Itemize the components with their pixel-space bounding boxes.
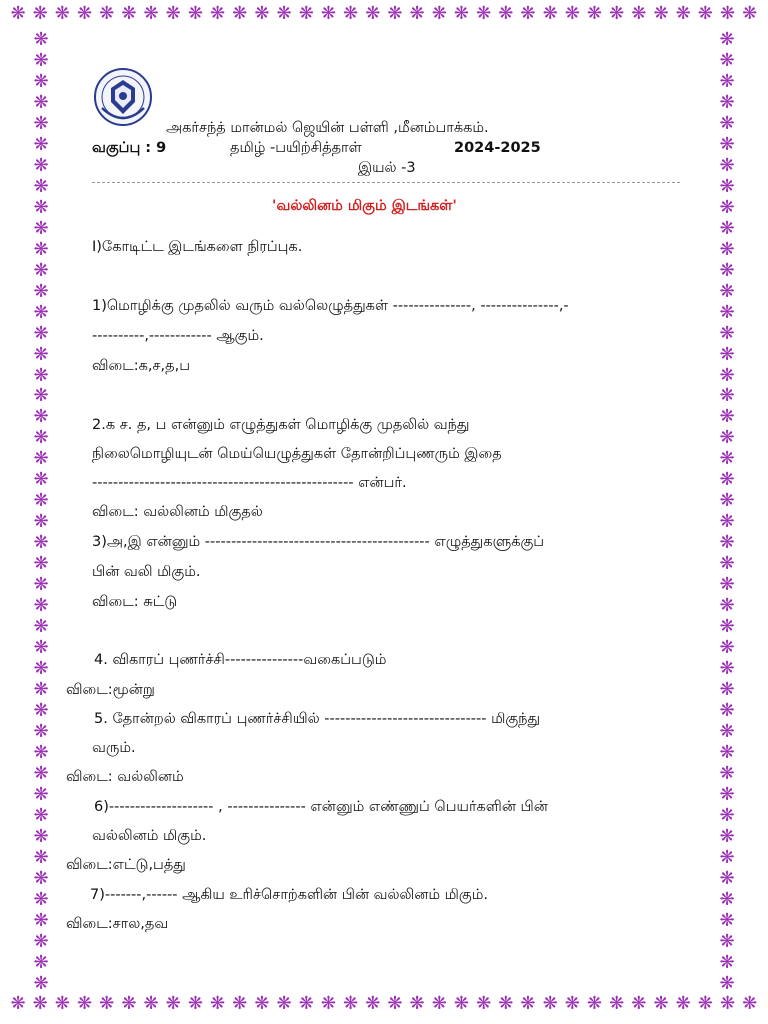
border-star-icon: ❋ — [719, 658, 735, 680]
answer-5: விடை: வல்லினம் — [66, 769, 184, 785]
border-star-icon: ❋ — [719, 720, 735, 742]
border-star-icon: ❋ — [719, 741, 735, 763]
border-star-icon: ❋ — [33, 888, 49, 910]
border-star-icon: ❋ — [719, 301, 735, 323]
border-star-icon: ❋ — [719, 994, 736, 1014]
border-star-icon: ❋ — [719, 595, 735, 617]
border-star-icon: ❋ — [719, 238, 735, 260]
border-star-icon: ❋ — [276, 4, 292, 24]
border-star-icon: ❋ — [719, 112, 735, 134]
border-star-icon: ❋ — [143, 994, 159, 1014]
border-star-icon: ❋ — [719, 91, 735, 113]
border-left — [26, 30, 56, 994]
border-star-icon: ❋ — [719, 972, 735, 994]
border-star-icon: ❋ — [33, 70, 49, 92]
border-star-icon: ❋ — [33, 343, 49, 365]
border-star-icon: ❋ — [33, 867, 49, 889]
border-star-icon: ❋ — [564, 994, 580, 1014]
border-star-icon: ❋ — [298, 994, 314, 1014]
border-star-icon: ❋ — [476, 994, 492, 1014]
unit-label: இயல் -3 — [358, 160, 416, 176]
border-star-icon: ❋ — [99, 4, 115, 24]
question-4-line-1: 4. விகாரப் புணர்ச்சி---------------வகைப்படும் — [94, 652, 387, 668]
border-star-icon: ❋ — [498, 994, 514, 1014]
border-star-icon: ❋ — [719, 679, 735, 701]
border-star-icon: ❋ — [719, 700, 735, 721]
border-star-icon: ❋ — [343, 994, 359, 1014]
border-star-icon: ❋ — [99, 994, 115, 1014]
question-1-line-2: ----------,------------ ஆகும். — [92, 328, 264, 344]
answer-2: விடை: வல்லினம் மிகுதல் — [92, 504, 263, 520]
border-star-icon: ❋ — [719, 406, 735, 428]
border-star-icon: ❋ — [33, 700, 49, 721]
question-5-line-2: வரும். — [92, 740, 136, 756]
border-star-icon: ❋ — [719, 846, 735, 868]
border-bottom — [0, 994, 768, 1020]
border-star-icon: ❋ — [33, 322, 49, 344]
border-star-icon: ❋ — [719, 364, 735, 386]
border-star-icon: ❋ — [719, 217, 735, 239]
border-star-icon: ❋ — [431, 4, 447, 24]
border-star-icon: ❋ — [33, 511, 49, 533]
border-star-icon: ❋ — [697, 4, 713, 24]
border-star-icon: ❋ — [33, 133, 49, 155]
border-star-icon: ❋ — [33, 91, 49, 113]
border-star-icon: ❋ — [609, 994, 625, 1014]
border-star-icon: ❋ — [33, 741, 49, 763]
border-star-icon: ❋ — [719, 385, 735, 407]
question-2-line-3: -------------------------------------------------- என்பர். — [92, 475, 407, 491]
border-star-icon: ❋ — [54, 4, 70, 24]
border-star-icon: ❋ — [409, 4, 425, 24]
border-star-icon: ❋ — [33, 658, 49, 680]
question-6-line-1: 6)-------------------- , --------------- என்னும் எண்ணுப் பெயர்களின் பின் — [94, 799, 548, 815]
border-star-icon: ❋ — [343, 4, 359, 24]
border-star-icon: ❋ — [653, 994, 669, 1014]
border-right — [712, 30, 742, 994]
border-star-icon: ❋ — [33, 720, 49, 742]
border-star-icon: ❋ — [33, 469, 49, 491]
question-1-line-1: 1)மொழிக்கு முதலில் வரும் வல்லெழுத்துகள் ---------------, ---------------,- — [92, 298, 569, 314]
border-star-icon: ❋ — [33, 532, 49, 554]
border-star-icon: ❋ — [365, 4, 381, 24]
border-star-icon: ❋ — [33, 385, 49, 407]
border-star-icon: ❋ — [586, 4, 603, 24]
border-star-icon: ❋ — [254, 4, 270, 24]
border-star-icon: ❋ — [121, 994, 137, 1014]
border-star-icon: ❋ — [33, 448, 49, 470]
border-star-icon: ❋ — [33, 175, 49, 197]
border-star-icon: ❋ — [498, 4, 514, 24]
border-star-icon: ❋ — [143, 4, 159, 24]
border-star-icon: ❋ — [742, 994, 758, 1014]
question-7-line-1: 7)-------,------ ஆகிய உரிச்சொற்களின் பின் வல்லினம் மிகும். — [90, 887, 488, 903]
border-star-icon: ❋ — [719, 762, 735, 784]
border-star-icon: ❋ — [33, 637, 49, 659]
question-3-line-2: பின் வலி மிகும். — [92, 564, 201, 580]
border-star-icon: ❋ — [187, 994, 203, 1014]
border-star-icon: ❋ — [187, 4, 203, 24]
border-star-icon: ❋ — [719, 783, 735, 805]
border-star-icon: ❋ — [76, 994, 93, 1014]
border-star-icon: ❋ — [653, 4, 669, 24]
border-star-icon: ❋ — [33, 406, 49, 428]
border-star-icon: ❋ — [719, 888, 735, 910]
border-star-icon: ❋ — [210, 4, 226, 24]
answer-6: விடை:எட்டு,பத்து — [66, 857, 186, 873]
border-top — [0, 4, 768, 30]
border-star-icon: ❋ — [165, 4, 181, 24]
answer-4: விடை:மூன்று — [66, 682, 155, 698]
border-star-icon: ❋ — [33, 930, 49, 952]
border-star-icon: ❋ — [719, 343, 735, 365]
academic-year: 2024-2025 — [454, 140, 541, 156]
border-star-icon: ❋ — [10, 4, 26, 24]
border-star-icon: ❋ — [631, 4, 647, 24]
border-star-icon: ❋ — [33, 217, 49, 239]
border-star-icon: ❋ — [719, 49, 735, 71]
border-star-icon: ❋ — [33, 427, 49, 449]
border-star-icon: ❋ — [298, 4, 314, 24]
answer-3: விடை: சுட்டு — [92, 594, 178, 610]
question-2-line-1: 2.க ச. த, ப என்னும் எழுத்துகள் மொழிக்கு முதலில் வந்து — [92, 417, 470, 433]
border-star-icon: ❋ — [719, 448, 735, 470]
border-star-icon: ❋ — [719, 259, 735, 281]
border-star-icon: ❋ — [476, 4, 492, 24]
border-star-icon: ❋ — [520, 994, 536, 1014]
border-star-icon: ❋ — [453, 4, 469, 24]
border-star-icon: ❋ — [210, 994, 226, 1014]
border-star-icon: ❋ — [542, 4, 558, 24]
border-star-icon: ❋ — [719, 70, 735, 92]
border-star-icon: ❋ — [33, 259, 49, 281]
border-star-icon: ❋ — [33, 30, 49, 50]
border-star-icon: ❋ — [453, 994, 469, 1014]
border-star-icon: ❋ — [33, 364, 49, 386]
border-star-icon: ❋ — [431, 994, 447, 1014]
border-star-icon: ❋ — [719, 825, 735, 847]
border-star-icon: ❋ — [697, 994, 713, 1014]
border-star-icon: ❋ — [631, 994, 647, 1014]
border-star-icon: ❋ — [33, 909, 49, 931]
border-star-icon: ❋ — [232, 994, 248, 1014]
border-star-icon: ❋ — [33, 574, 49, 596]
border-star-icon: ❋ — [719, 30, 735, 50]
border-star-icon: ❋ — [33, 616, 49, 638]
border-star-icon: ❋ — [33, 196, 49, 218]
border-star-icon: ❋ — [742, 4, 758, 24]
border-star-icon: ❋ — [10, 994, 26, 1014]
border-star-icon: ❋ — [719, 427, 735, 449]
border-star-icon: ❋ — [76, 4, 93, 24]
border-star-icon: ❋ — [719, 553, 735, 575]
border-star-icon: ❋ — [33, 280, 49, 302]
border-star-icon: ❋ — [320, 4, 336, 24]
border-star-icon: ❋ — [121, 4, 137, 24]
border-star-icon: ❋ — [32, 4, 48, 24]
border-star-icon: ❋ — [33, 595, 49, 617]
question-5-line-1: 5. தோன்றல் விகாரப் புணர்ச்சியில் ------------------------------- மிகுந்து — [94, 711, 541, 727]
border-star-icon: ❋ — [33, 112, 49, 134]
border-star-icon: ❋ — [719, 909, 735, 931]
question-3-line-1: 3)அ,இ என்னும் ------------------------------------------- எழுத்துகளுக்குப் — [92, 534, 545, 550]
border-star-icon: ❋ — [33, 972, 49, 994]
border-star-icon: ❋ — [165, 994, 181, 1014]
border-star-icon: ❋ — [719, 574, 735, 596]
answer-7: விடை:சால,தவ — [66, 916, 169, 932]
border-star-icon: ❋ — [719, 867, 735, 889]
border-star-icon: ❋ — [719, 951, 735, 973]
border-star-icon: ❋ — [719, 469, 735, 491]
border-star-icon: ❋ — [719, 280, 735, 302]
header-divider — [92, 182, 680, 183]
border-star-icon: ❋ — [719, 616, 735, 638]
worksheet-title: 'வல்லினம் மிகும் இடங்கள்' — [272, 198, 457, 214]
border-star-icon: ❋ — [33, 846, 49, 868]
border-star-icon: ❋ — [33, 238, 49, 260]
border-star-icon: ❋ — [33, 825, 49, 847]
border-star-icon: ❋ — [33, 762, 49, 784]
border-star-icon: ❋ — [33, 679, 49, 701]
school-logo-icon — [92, 66, 154, 128]
border-star-icon: ❋ — [254, 994, 270, 1014]
border-star-icon: ❋ — [719, 637, 735, 659]
subject-label: தமிழ் -பயிற்சித்தாள் — [230, 140, 362, 156]
border-star-icon: ❋ — [719, 175, 735, 197]
border-star-icon: ❋ — [609, 4, 625, 24]
border-star-icon: ❋ — [719, 133, 735, 155]
border-star-icon: ❋ — [719, 490, 735, 512]
border-star-icon: ❋ — [387, 994, 403, 1014]
border-star-icon: ❋ — [719, 196, 735, 218]
border-star-icon: ❋ — [33, 783, 49, 805]
border-star-icon: ❋ — [564, 4, 580, 24]
border-star-icon: ❋ — [33, 804, 49, 826]
border-star-icon: ❋ — [232, 4, 248, 24]
school-name: அகர்சந்த் மான்மல் ஜெயின் பள்ளி ,மீனம்பாக்கம். — [166, 120, 489, 136]
question-2-line-2: நிலைமொழியுடன் மெய்யெழுத்துகள் தோன்றிப்புணரும் இதை — [92, 446, 502, 462]
border-star-icon: ❋ — [320, 994, 336, 1014]
question-6-line-2: வல்லினம் மிகும். — [92, 828, 207, 844]
section-heading: I)கோடிட்ட இடங்களை நிரப்புக. — [92, 239, 303, 255]
border-star-icon: ❋ — [409, 994, 425, 1014]
border-star-icon: ❋ — [365, 994, 381, 1014]
border-star-icon: ❋ — [33, 553, 49, 575]
border-star-icon: ❋ — [719, 4, 736, 24]
border-star-icon: ❋ — [54, 994, 70, 1014]
border-star-icon: ❋ — [586, 994, 603, 1014]
border-star-icon: ❋ — [719, 154, 735, 176]
border-star-icon: ❋ — [675, 994, 691, 1014]
border-star-icon: ❋ — [719, 511, 735, 533]
border-star-icon: ❋ — [520, 4, 536, 24]
border-star-icon: ❋ — [719, 930, 735, 952]
class-label: வகுப்பு : 9 — [92, 140, 167, 156]
border-star-icon: ❋ — [32, 994, 48, 1014]
border-star-icon: ❋ — [719, 804, 735, 826]
border-star-icon: ❋ — [387, 4, 403, 24]
border-star-icon: ❋ — [719, 532, 735, 554]
border-star-icon: ❋ — [675, 4, 691, 24]
border-star-icon: ❋ — [33, 490, 49, 512]
border-star-icon: ❋ — [542, 994, 558, 1014]
border-star-icon: ❋ — [33, 49, 49, 71]
border-star-icon: ❋ — [33, 301, 49, 323]
border-star-icon: ❋ — [33, 154, 49, 176]
border-star-icon: ❋ — [276, 994, 292, 1014]
border-star-icon: ❋ — [719, 322, 735, 344]
border-star-icon: ❋ — [33, 951, 49, 973]
answer-1: விடை:க,ச,த,ப — [92, 358, 191, 374]
